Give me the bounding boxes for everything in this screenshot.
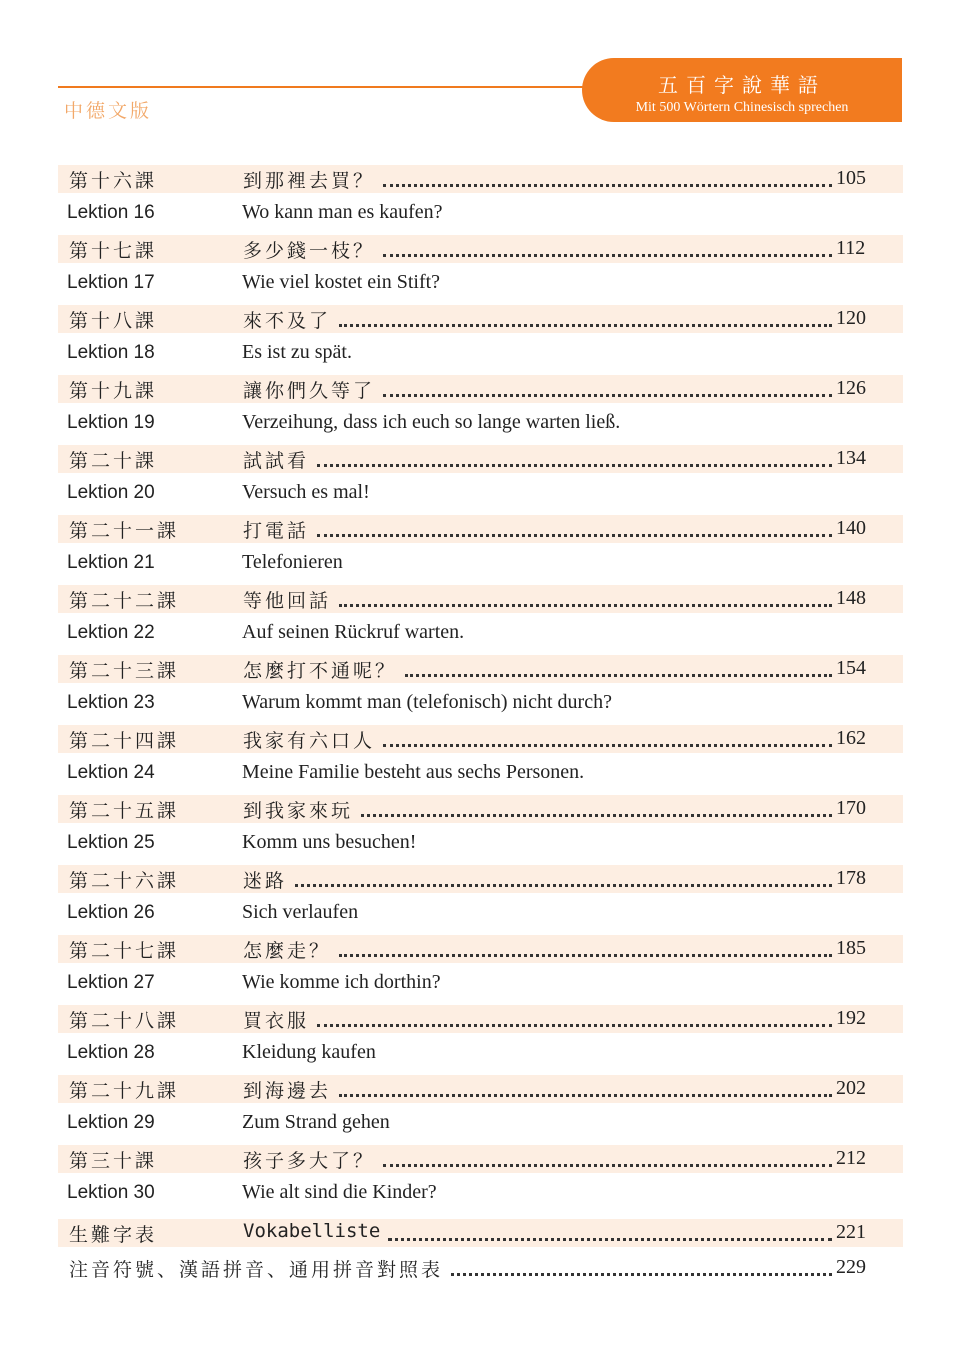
lesson-number-chinese: 第二十六課 [69, 870, 180, 892]
lesson-title-german: Verzeihung, dass ich euch so lange warten ließ. [242, 411, 621, 433]
lesson-number-chinese: 第二十九課 [69, 1080, 180, 1102]
toc-entry-german [58, 620, 903, 648]
dot-leader [361, 795, 832, 817]
lesson-number-german: Lektion 17 [67, 272, 155, 293]
page-number: 212 [836, 1147, 866, 1169]
lesson-title-german: Wo kann man es kaufen? [242, 201, 443, 223]
lesson-title-chinese: 讓你們久等了 [243, 380, 376, 402]
lesson-number-chinese: 第十八課 [69, 310, 158, 332]
toc-entry-chinese [58, 445, 903, 473]
lesson-title-german: Meine Familie besteht aus sechs Personen. [242, 761, 585, 783]
lesson-number-german: Lektion 20 [67, 482, 155, 503]
lesson-number-german: Lektion 21 [67, 552, 155, 573]
lesson-number-german: Lektion 18 [67, 342, 155, 363]
lesson-number-chinese: 第十七課 [69, 240, 158, 262]
edition-label: 中德文版 [64, 100, 153, 122]
toc-entry-chinese [58, 375, 903, 403]
page-number: 170 [836, 797, 866, 819]
toc-entry-vocabulary [58, 1219, 903, 1247]
dot-leader [451, 1254, 832, 1276]
lesson-title-german: Auf seinen Rückruf warten. [242, 621, 465, 643]
dot-leader [317, 515, 832, 537]
lesson-number-chinese: 第二十四課 [69, 730, 180, 752]
toc-entry-chinese [58, 725, 903, 753]
lesson-title-chinese: 我家有六口人 [243, 730, 376, 752]
book-title: 五百字說華語 [658, 73, 826, 97]
phonetic-table-label: 注音符號、漢語拼音、通用拼音對照表 [69, 1259, 444, 1281]
toc-entry-german [58, 830, 903, 858]
dot-leader [383, 165, 832, 187]
toc-entry-chinese [58, 795, 903, 823]
lesson-number-german: Lektion 28 [67, 1042, 155, 1063]
lesson-number-german: Lektion 29 [67, 1112, 155, 1133]
page-number: 221 [836, 1221, 866, 1243]
lesson-number-chinese: 第二十五課 [69, 800, 180, 822]
toc-entry-chinese [58, 165, 903, 193]
toc-entry-chinese [58, 655, 903, 683]
lesson-title-chinese: 打電話 [243, 520, 310, 542]
page-number: 112 [836, 237, 866, 259]
lesson-title-chinese: 多少錢一枝？ [243, 240, 376, 262]
lesson-title-chinese: 試試看 [243, 450, 310, 472]
toc-entry-german [58, 410, 903, 438]
lesson-title-german: Es ist zu spät. [242, 341, 352, 363]
lesson-title-german: Komm uns besuchen! [242, 831, 417, 853]
toc-entry-german [58, 1040, 903, 1068]
lesson-number-chinese: 第二十二課 [69, 590, 180, 612]
page-number: 192 [836, 1007, 866, 1029]
lesson-number-chinese: 第二十一課 [69, 520, 180, 542]
lesson-title-german: Versuch es mal! [242, 481, 370, 503]
lesson-number-german: Lektion 25 [67, 832, 155, 853]
page-number: 148 [836, 587, 866, 609]
header-rule [58, 86, 598, 88]
toc-entry-german [58, 690, 903, 718]
lesson-number-german: Lektion 30 [67, 1182, 155, 1203]
lesson-number-chinese: 第二十課 [69, 450, 158, 472]
toc-entry-chinese [58, 585, 903, 613]
lesson-number-chinese: 第十九課 [69, 380, 158, 402]
page-number: 202 [836, 1077, 866, 1099]
lesson-title-german: Warum kommt man (telefonisch) nicht durch? [242, 691, 612, 713]
lesson-number-chinese: 第二十三課 [69, 660, 180, 682]
lesson-number-german: Lektion 16 [67, 202, 155, 223]
lesson-title-chinese: 來不及了 [243, 310, 332, 332]
toc-entry-german [58, 900, 903, 928]
lesson-title-chinese: 怎麼走？ [243, 940, 332, 962]
dot-leader [317, 445, 832, 467]
dot-leader [339, 305, 832, 327]
vocabulary-label-chinese: 生難字表 [69, 1224, 158, 1246]
table-of-contents [58, 165, 903, 1289]
dot-leader [383, 235, 832, 257]
toc-entry-german [58, 480, 903, 508]
lesson-number-german: Lektion 24 [67, 762, 155, 783]
page-number: 140 [836, 517, 866, 539]
toc-entry-chinese [58, 515, 903, 543]
toc-entry-german [58, 340, 903, 368]
page-number: 120 [836, 307, 866, 329]
lesson-number-german: Lektion 23 [67, 692, 155, 713]
toc-entry-german [58, 200, 903, 228]
toc-entry-german [58, 1180, 903, 1208]
lesson-title-german: Kleidung kaufen [242, 1041, 376, 1063]
lesson-title-chinese: 到那裡去買？ [243, 170, 376, 192]
lesson-title-german: Sich verlaufen [242, 901, 359, 923]
toc-entry-chinese [58, 935, 903, 963]
page-number: 154 [836, 657, 866, 679]
lesson-number-chinese: 第三十課 [69, 1150, 158, 1172]
lesson-number-german: Lektion 26 [67, 902, 155, 923]
dot-leader [388, 1219, 832, 1241]
lesson-title-chinese: 到我家來玩 [243, 800, 354, 822]
page-number: 126 [836, 377, 866, 399]
page-number: 229 [836, 1256, 866, 1278]
book-subtitle: Mit 500 Wörtern Chinesisch sprechen [635, 100, 849, 115]
dot-leader [383, 375, 832, 397]
lesson-number-german: Lektion 27 [67, 972, 155, 993]
toc-entry-chinese [58, 305, 903, 333]
lesson-title-chinese: 到海邊去 [243, 1080, 332, 1102]
page-number: 134 [836, 447, 866, 469]
lesson-title-chinese: 孩子多大了？ [243, 1150, 376, 1172]
dot-leader [339, 935, 832, 957]
lesson-title-german: Telefonieren [242, 551, 343, 573]
dot-leader [317, 1005, 832, 1027]
dot-leader [295, 865, 832, 887]
toc-entry-german [58, 270, 903, 298]
toc-entry-chinese [58, 235, 903, 263]
dot-leader [405, 655, 832, 677]
toc-entry-chinese [58, 1005, 903, 1033]
toc-entry-german [58, 1110, 903, 1138]
toc-entry-german [58, 760, 903, 788]
lesson-title-german: Wie viel kostet ein Stift? [242, 271, 441, 293]
lesson-title-chinese: 等他回話 [243, 590, 332, 612]
lesson-title-german: Wie komme ich dorthin? [242, 971, 441, 993]
lesson-title-german: Zum Strand gehen [242, 1111, 390, 1133]
lesson-title-german: Wie alt sind die Kinder? [242, 1181, 437, 1203]
toc-entry-german [58, 970, 903, 998]
lesson-number-chinese: 第二十七課 [69, 940, 180, 962]
page-number: 162 [836, 727, 866, 749]
toc-entry-chinese [58, 1075, 903, 1103]
dot-leader [339, 585, 832, 607]
lesson-title-chinese: 迷路 [243, 870, 288, 892]
toc-entry-chinese [58, 865, 903, 893]
lesson-number-german: Lektion 22 [67, 622, 155, 643]
page-number: 185 [836, 937, 866, 959]
toc-entry-chinese [58, 1145, 903, 1173]
lesson-title-chinese: 怎麼打不通呢？ [243, 660, 398, 682]
dot-leader [383, 1145, 832, 1167]
lesson-number-german: Lektion 19 [67, 412, 155, 433]
lesson-title-chinese: 買衣服 [243, 1010, 310, 1032]
lesson-number-chinese: 第十六課 [69, 170, 158, 192]
dot-leader [383, 725, 832, 747]
vocabulary-label-german: Vokabelliste [243, 1220, 381, 1242]
page-number: 105 [836, 167, 866, 189]
lesson-number-chinese: 第二十八課 [69, 1010, 180, 1032]
toc-entry-german [58, 550, 903, 578]
toc-entry-phonetic-table [58, 1254, 903, 1282]
dot-leader [339, 1075, 832, 1097]
book-title-badge [582, 58, 902, 122]
page-number: 178 [836, 867, 866, 889]
